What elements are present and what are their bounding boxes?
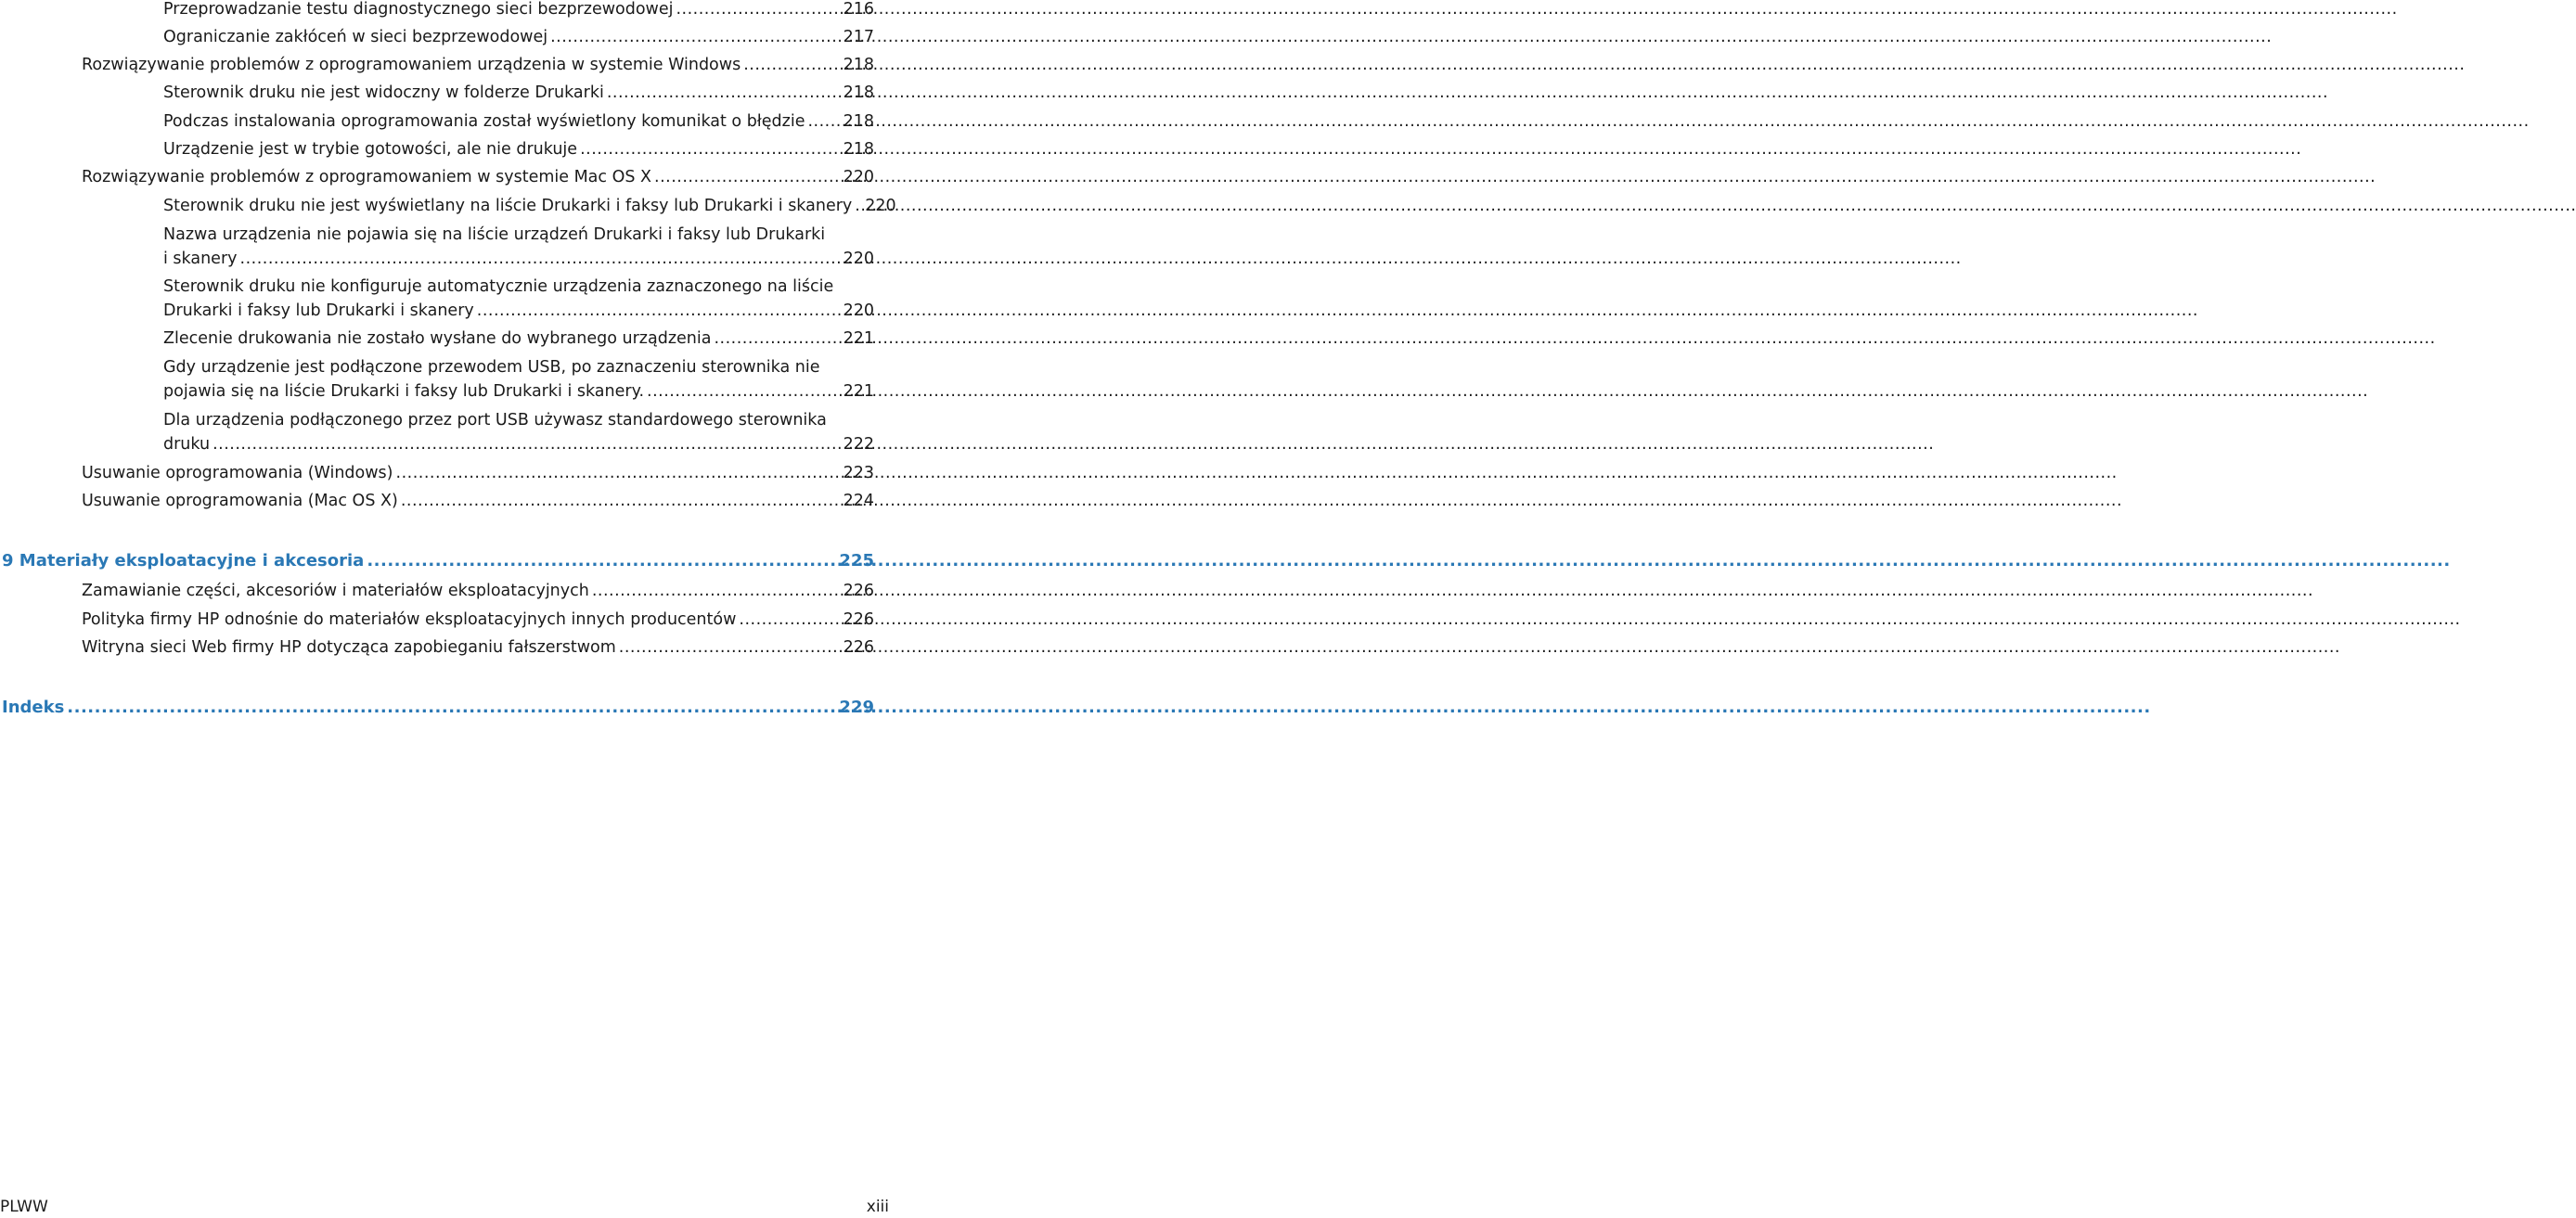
toc-leader <box>654 165 841 189</box>
toc-entry-title: Sterownik druku nie jest widoczny w folderze Drukarki <box>163 83 604 102</box>
toc-leader <box>807 109 840 134</box>
toc-entry-title: Rozwiązywanie problemów z oprogramowaniem urządzenia w systemie Windows <box>82 56 741 74</box>
toc-entry-title: druku <box>163 435 211 454</box>
toc-page-number: 220 <box>843 250 874 268</box>
toc-entry-title: Zlecenie drukowania nie zostało wysłane do wybranego urządzenia <box>163 329 712 348</box>
toc-entry[interactable] <box>82 579 874 603</box>
toc-entry[interactable] <box>163 109 874 134</box>
toc-entry-title: Sterownik druku nie jest wyświetlany na liście Drukarki i faksy lub Drukarki i skanery <box>163 197 853 215</box>
toc-entry[interactable] <box>82 635 874 660</box>
toc-page-number: 220 <box>843 301 874 320</box>
toc-leader <box>647 379 841 404</box>
toc-page-number: 221 <box>843 382 874 401</box>
toc-page-number: 218 <box>843 83 874 102</box>
toc-page-number: 222 <box>843 435 874 454</box>
toc-entry[interactable] <box>163 355 874 404</box>
toc-leader <box>619 635 841 660</box>
toc-leader <box>676 0 840 21</box>
toc-entry[interactable] <box>163 327 874 351</box>
toc-page-number: 218 <box>843 56 874 74</box>
toc-leader <box>580 137 841 161</box>
footer-locale-code: PLWW <box>0 1198 48 1216</box>
toc-page-number: 221 <box>843 329 874 348</box>
toc-leader <box>855 194 862 218</box>
toc-entry-title-line: Dla urządzenia podłączonego przez port USB używasz standardowego sterownika <box>163 411 827 430</box>
toc-entry-title-line: Gdy urządzenie jest podłączone przewodem USB, po zaznaczeniu sterownika nie <box>163 358 820 377</box>
toc-entry[interactable] <box>82 53 874 77</box>
toc-leader <box>714 327 840 351</box>
toc-entry[interactable] <box>82 461 874 485</box>
toc-entry-title: pojawia się na liście Drukarki i faksy lub Drukarki i skanery. <box>163 382 645 401</box>
toc-leader <box>213 432 841 456</box>
toc-page-number: 218 <box>843 112 874 131</box>
toc-entry[interactable] <box>163 194 896 218</box>
toc-entry-title: Polityka firmy HP odnośnie do materiałów eksploatacyjnych innych producentów <box>82 610 737 629</box>
toc-page-number: 218 <box>843 140 874 159</box>
toc-page-number: 220 <box>865 197 896 215</box>
toc-entry[interactable] <box>82 165 874 189</box>
toc-chapter-entry[interactable] <box>2 549 874 573</box>
toc-leader <box>739 608 840 632</box>
toc-leader <box>607 81 841 105</box>
toc-entry[interactable] <box>82 489 874 513</box>
toc-leader <box>67 696 836 720</box>
toc-entry-title: Podczas instalowania oprogramowania został wyświetlony komunikat o błędzie <box>163 112 805 131</box>
toc-page-number: 217 <box>843 28 874 46</box>
toc-entry-title: Usuwanie oprogramowania (Mac OS X) <box>82 492 398 510</box>
toc-page-number: 224 <box>843 492 874 510</box>
toc-page-number: 225 <box>839 551 874 571</box>
toc-entry-title: Przeprowadzanie testu diagnostycznego sieci bezprzewodowej <box>163 0 674 19</box>
toc-leader <box>743 53 840 77</box>
toc-entry[interactable] <box>163 25 874 49</box>
toc-entry-title: Urządzenie jest w trybie gotowości, ale nie drukuje <box>163 140 578 159</box>
toc-page-number: 220 <box>843 168 874 186</box>
toc-chapter-title: 9 Materiały eksploatacyjne i akcesoria <box>2 551 365 571</box>
toc-entry-title: Usuwanie oprogramowania (Windows) <box>82 464 393 482</box>
toc-page-number: 229 <box>839 698 874 717</box>
toc-entry[interactable] <box>163 0 874 21</box>
toc-entry-title-line: Sterownik druku nie konfiguruje automatycznie urządzenia zaznaczonego na liście <box>163 277 834 296</box>
toc-entry-title: Zamawianie części, akcesoriów i materiałów eksploatacyjnych <box>82 582 589 600</box>
toc-leader <box>367 549 836 573</box>
toc-entry-title: Ograniczanie zakłóceń w sieci bezprzewodowej <box>163 28 548 46</box>
toc-entry[interactable] <box>163 81 874 105</box>
toc-leader <box>240 247 841 271</box>
toc-leader <box>550 25 840 49</box>
toc-entry-title: Rozwiązywanie problemów z oprogramowaniem w systemie Mac OS X <box>82 168 652 186</box>
toc-page-number: 223 <box>843 464 874 482</box>
toc-entry-title: Witryna sieci Web firmy HP dotycząca zapobieganiu fałszerstwom <box>82 638 616 657</box>
toc-leader <box>396 461 841 485</box>
toc-entry[interactable] <box>163 137 874 161</box>
toc-page-number: 216 <box>843 0 874 19</box>
toc-entry-title: Drukarki i faksy lub Drukarki i skanery <box>163 301 474 320</box>
toc-page-number: 226 <box>843 610 874 629</box>
footer-page-number: xiii <box>866 1198 889 1216</box>
toc-chapter-title: Indeks <box>2 698 65 717</box>
toc-entry-title-line: Nazwa urządzenia nie pojawia się na liście urządzeń Drukarki i faksy lub Drukarki <box>163 225 826 244</box>
toc-entry[interactable] <box>163 223 874 271</box>
toc-leader <box>592 579 841 603</box>
toc-entry-title: i skanery <box>163 250 238 268</box>
toc-page-number: 226 <box>843 638 874 657</box>
toc-leader <box>401 489 841 513</box>
toc-leader <box>477 299 841 323</box>
toc-page-number: 226 <box>843 582 874 600</box>
toc-entry[interactable] <box>163 275 874 323</box>
toc-entry[interactable] <box>82 608 874 632</box>
toc-entry[interactable] <box>163 408 874 456</box>
toc-chapter-entry[interactable] <box>2 696 874 720</box>
